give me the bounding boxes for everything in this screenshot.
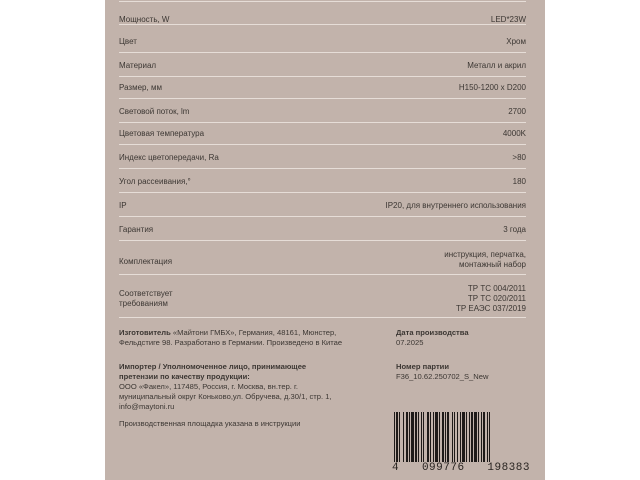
manufacturer-text: «Майтони ГМБХ», Германия, 48161, Мюнстер, — [170, 328, 337, 337]
product-label — [105, 0, 545, 480]
spec-value-multiline — [444, 250, 526, 270]
manufacturer-line: Фельдстиге 98. Разработано в Германии. Произведено в Китае — [119, 338, 343, 347]
spec-row-luminous-flux — [119, 106, 526, 123]
spec-name-line: требованиям — [119, 299, 168, 308]
barcode-digit-group: 198383 — [487, 462, 530, 474]
spec-row-voltage — [119, 0, 526, 2]
importer-email: info@maytoni.ru — [119, 402, 175, 411]
barcode-digit-group: 099776 — [421, 462, 465, 474]
spec-name: Индекс цветопередачи, Ra — [119, 153, 219, 162]
spec-value: H150-1200 x D200 — [458, 83, 526, 92]
spec-value: 2700 — [508, 107, 526, 116]
spec-value: LED*23W — [490, 15, 526, 24]
manufacturer-label: Изготовитель — [119, 328, 171, 337]
spec-value: Хром — [506, 37, 526, 46]
batch-label: Номер партии — [396, 362, 450, 371]
spec-row-size — [119, 82, 526, 99]
spec-value: 4000K — [502, 129, 526, 138]
production-note: Производственная площадка указана в инструкции — [119, 419, 301, 428]
spec-name-line: Соответствует — [119, 289, 173, 298]
spec-value-line: ТР ТС 004/2011 — [467, 284, 526, 293]
spec-row-warranty — [119, 224, 526, 241]
importer-address: муниципальный округ Коньково,ул. Обручева, д.30/1, стр. 1, — [119, 392, 332, 401]
spec-row-color — [119, 36, 526, 53]
spec-name: Гарантия — [119, 225, 154, 234]
spec-value: Металл и акрил — [467, 61, 526, 70]
importer-info — [119, 362, 332, 412]
spec-name: Цветовая температура — [119, 129, 205, 138]
spec-name-multiline — [119, 289, 173, 309]
spec-row-compliance — [119, 284, 526, 318]
spec-value: 180 — [512, 177, 526, 186]
spec-name: IP — [119, 201, 127, 210]
manufacturer-info — [119, 328, 342, 348]
spec-row-cri — [119, 152, 526, 169]
importer-title: Импортер / Уполномоченное лицо, принимающее — [119, 362, 307, 371]
production-date-value: 07.2025 — [396, 338, 424, 347]
spec-row-beam-angle — [119, 176, 526, 193]
spec-name: Цвет — [119, 37, 137, 46]
spec-value-line: инструкция, перчатка, — [444, 250, 526, 259]
importer-address: ООО «Факел», 117485, Россия, г. Москва, вн.тер. г. — [119, 382, 298, 391]
spec-value-line: монтажный набор — [459, 260, 526, 269]
importer-title: претензии по качеству продукции: — [119, 372, 250, 381]
manufacturer-line — [119, 328, 342, 338]
spec-name: Световой поток, lm — [119, 107, 190, 116]
barcode-digits — [392, 462, 530, 474]
spec-value: IP20, для внутреннего использования — [385, 201, 526, 210]
spec-row-ip — [119, 200, 526, 217]
spec-value-line: ТР ТС 020/2011 — [467, 294, 526, 303]
spec-name: Комплектация — [119, 257, 173, 266]
spec-row-material — [119, 60, 526, 77]
batch-value: F36_10.62.250702_S_New — [396, 372, 489, 381]
barcode-digit-group: 4 — [392, 462, 400, 474]
spec-name: Угол рассеивания,° — [119, 177, 191, 186]
spec-name: Размер, мм — [119, 83, 162, 92]
spec-name: Материал — [119, 61, 157, 70]
spec-row-package — [119, 250, 526, 275]
spec-value-multiline — [456, 284, 526, 314]
production-date-label: Дата производства — [396, 328, 469, 337]
spec-row-color-temperature — [119, 128, 526, 145]
spec-row-power — [119, 14, 526, 25]
batch-number — [396, 362, 488, 382]
spec-value: >80 — [512, 153, 526, 162]
spec-name: Мощность, W — [119, 15, 170, 24]
spec-value: 3 года — [503, 225, 526, 234]
production-date — [396, 328, 469, 348]
spec-value-line: ТР ЕАЭС 037/2019 — [455, 304, 526, 313]
